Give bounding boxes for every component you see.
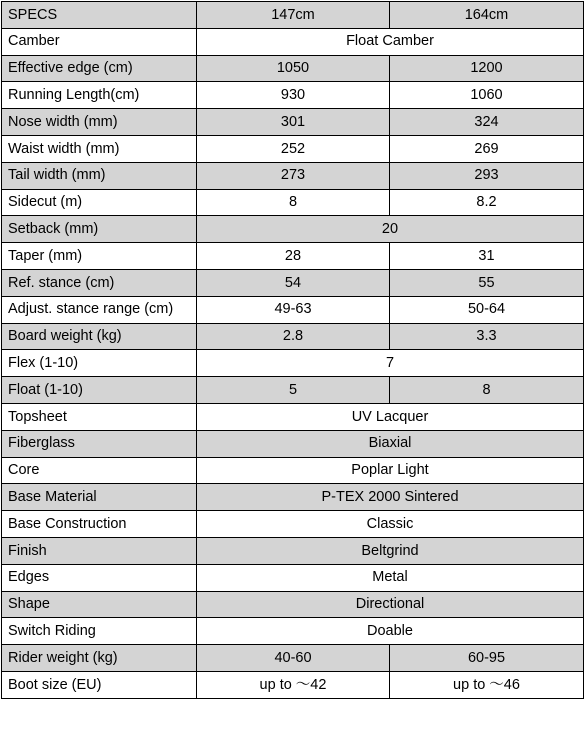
spec-label-cell: Rider weight (kg): [2, 645, 197, 672]
spec-label-cell: Ref. stance (cm): [2, 269, 197, 296]
table-row: [2, 189, 584, 216]
header-label-cell: SPECS: [2, 2, 197, 29]
spec-label-cell: Core: [2, 457, 197, 484]
spec-value-147-cell: 5: [197, 377, 390, 404]
table-row: [2, 591, 584, 618]
spec-label-cell: Fiberglass: [2, 430, 197, 457]
spec-value-shared-cell: Directional: [197, 591, 584, 618]
spec-value-147-cell: 8: [197, 189, 390, 216]
spec-value-shared-cell: 20: [197, 216, 584, 243]
spec-label-cell: Effective edge (cm): [2, 55, 197, 82]
spec-value-shared-cell: 7: [197, 350, 584, 377]
spec-label-cell: Camber: [2, 28, 197, 55]
spec-label-cell: Edges: [2, 564, 197, 591]
table-row: [2, 484, 584, 511]
spec-value-shared-cell: UV Lacquer: [197, 403, 584, 430]
spec-label-cell: Topsheet: [2, 403, 197, 430]
spec-value-shared-cell: Biaxial: [197, 430, 584, 457]
table-row: [2, 55, 584, 82]
spec-value-147-cell: 301: [197, 109, 390, 136]
table-row: [2, 564, 584, 591]
table-row: [2, 162, 584, 189]
spec-label-cell: Base Construction: [2, 511, 197, 538]
table-row: [2, 269, 584, 296]
spec-label-cell: Shape: [2, 591, 197, 618]
table-header-row: [2, 2, 584, 29]
header-size-147: 147cm: [197, 2, 390, 29]
spec-value-164-cell: 31: [390, 243, 584, 270]
table-row: [2, 537, 584, 564]
spec-label-cell: Tail width (mm): [2, 162, 197, 189]
spec-value-shared-cell: Beltgrind: [197, 537, 584, 564]
table-row: [2, 109, 584, 136]
spec-value-147-cell: 28: [197, 243, 390, 270]
table-row: [2, 296, 584, 323]
spec-value-147-cell: 930: [197, 82, 390, 109]
table-row: [2, 28, 584, 55]
specs-table: [1, 1, 584, 699]
spec-value-shared-cell: Doable: [197, 618, 584, 645]
spec-label-cell: Float (1-10): [2, 377, 197, 404]
spec-label-cell: Finish: [2, 537, 197, 564]
spec-label-cell: Adjust. stance range (cm): [2, 296, 197, 323]
table-row: [2, 135, 584, 162]
spec-label-cell: Sidecut (m): [2, 189, 197, 216]
spec-label-cell: Boot size (EU): [2, 671, 197, 698]
header-size-164: 164cm: [390, 2, 584, 29]
spec-value-shared-cell: Poplar Light: [197, 457, 584, 484]
spec-value-164-cell: 3.3: [390, 323, 584, 350]
table-row: [2, 457, 584, 484]
spec-value-147-cell: up to ～42: [197, 671, 390, 698]
spec-label-cell: Taper (mm): [2, 243, 197, 270]
table-row: [2, 403, 584, 430]
spec-value-shared-cell: Float Camber: [197, 28, 584, 55]
spec-value-164-cell: 60-95: [390, 645, 584, 672]
table-row: [2, 82, 584, 109]
spec-value-shared-cell: Classic: [197, 511, 584, 538]
spec-value-164-cell: 1200: [390, 55, 584, 82]
spec-label-cell: Running Length(cm): [2, 82, 197, 109]
spec-label-cell: Base Material: [2, 484, 197, 511]
spec-value-shared-cell: Metal: [197, 564, 584, 591]
spec-value-164-cell: 8.2: [390, 189, 584, 216]
table-row: [2, 350, 584, 377]
specs-body: [2, 2, 584, 699]
spec-value-164-cell: 269: [390, 135, 584, 162]
table-row: [2, 216, 584, 243]
spec-value-164-cell: 324: [390, 109, 584, 136]
spec-value-164-cell: up to ～46: [390, 671, 584, 698]
spec-value-164-cell: 1060: [390, 82, 584, 109]
table-row: [2, 645, 584, 672]
spec-value-164-cell: 55: [390, 269, 584, 296]
spec-label-cell: Waist width (mm): [2, 135, 197, 162]
spec-label-cell: Flex (1-10): [2, 350, 197, 377]
spec-label-cell: Switch Riding: [2, 618, 197, 645]
spec-value-147-cell: 1050: [197, 55, 390, 82]
table-row: [2, 323, 584, 350]
table-row: [2, 430, 584, 457]
spec-value-147-cell: 2.8: [197, 323, 390, 350]
spec-label-cell: Board weight (kg): [2, 323, 197, 350]
table-row: [2, 671, 584, 698]
table-row: [2, 243, 584, 270]
table-row: [2, 377, 584, 404]
spec-value-147-cell: 54: [197, 269, 390, 296]
table-row: [2, 618, 584, 645]
spec-value-147-cell: 49-63: [197, 296, 390, 323]
spec-value-164-cell: 8: [390, 377, 584, 404]
spec-value-147-cell: 252: [197, 135, 390, 162]
spec-value-147-cell: 40-60: [197, 645, 390, 672]
spec-value-shared-cell: P-TEX 2000 Sintered: [197, 484, 584, 511]
spec-value-164-cell: 293: [390, 162, 584, 189]
spec-label-cell: Nose width (mm): [2, 109, 197, 136]
spec-value-164-cell: 50-64: [390, 296, 584, 323]
spec-value-147-cell: 273: [197, 162, 390, 189]
table-row: [2, 511, 584, 538]
spec-label-cell: Setback (mm): [2, 216, 197, 243]
